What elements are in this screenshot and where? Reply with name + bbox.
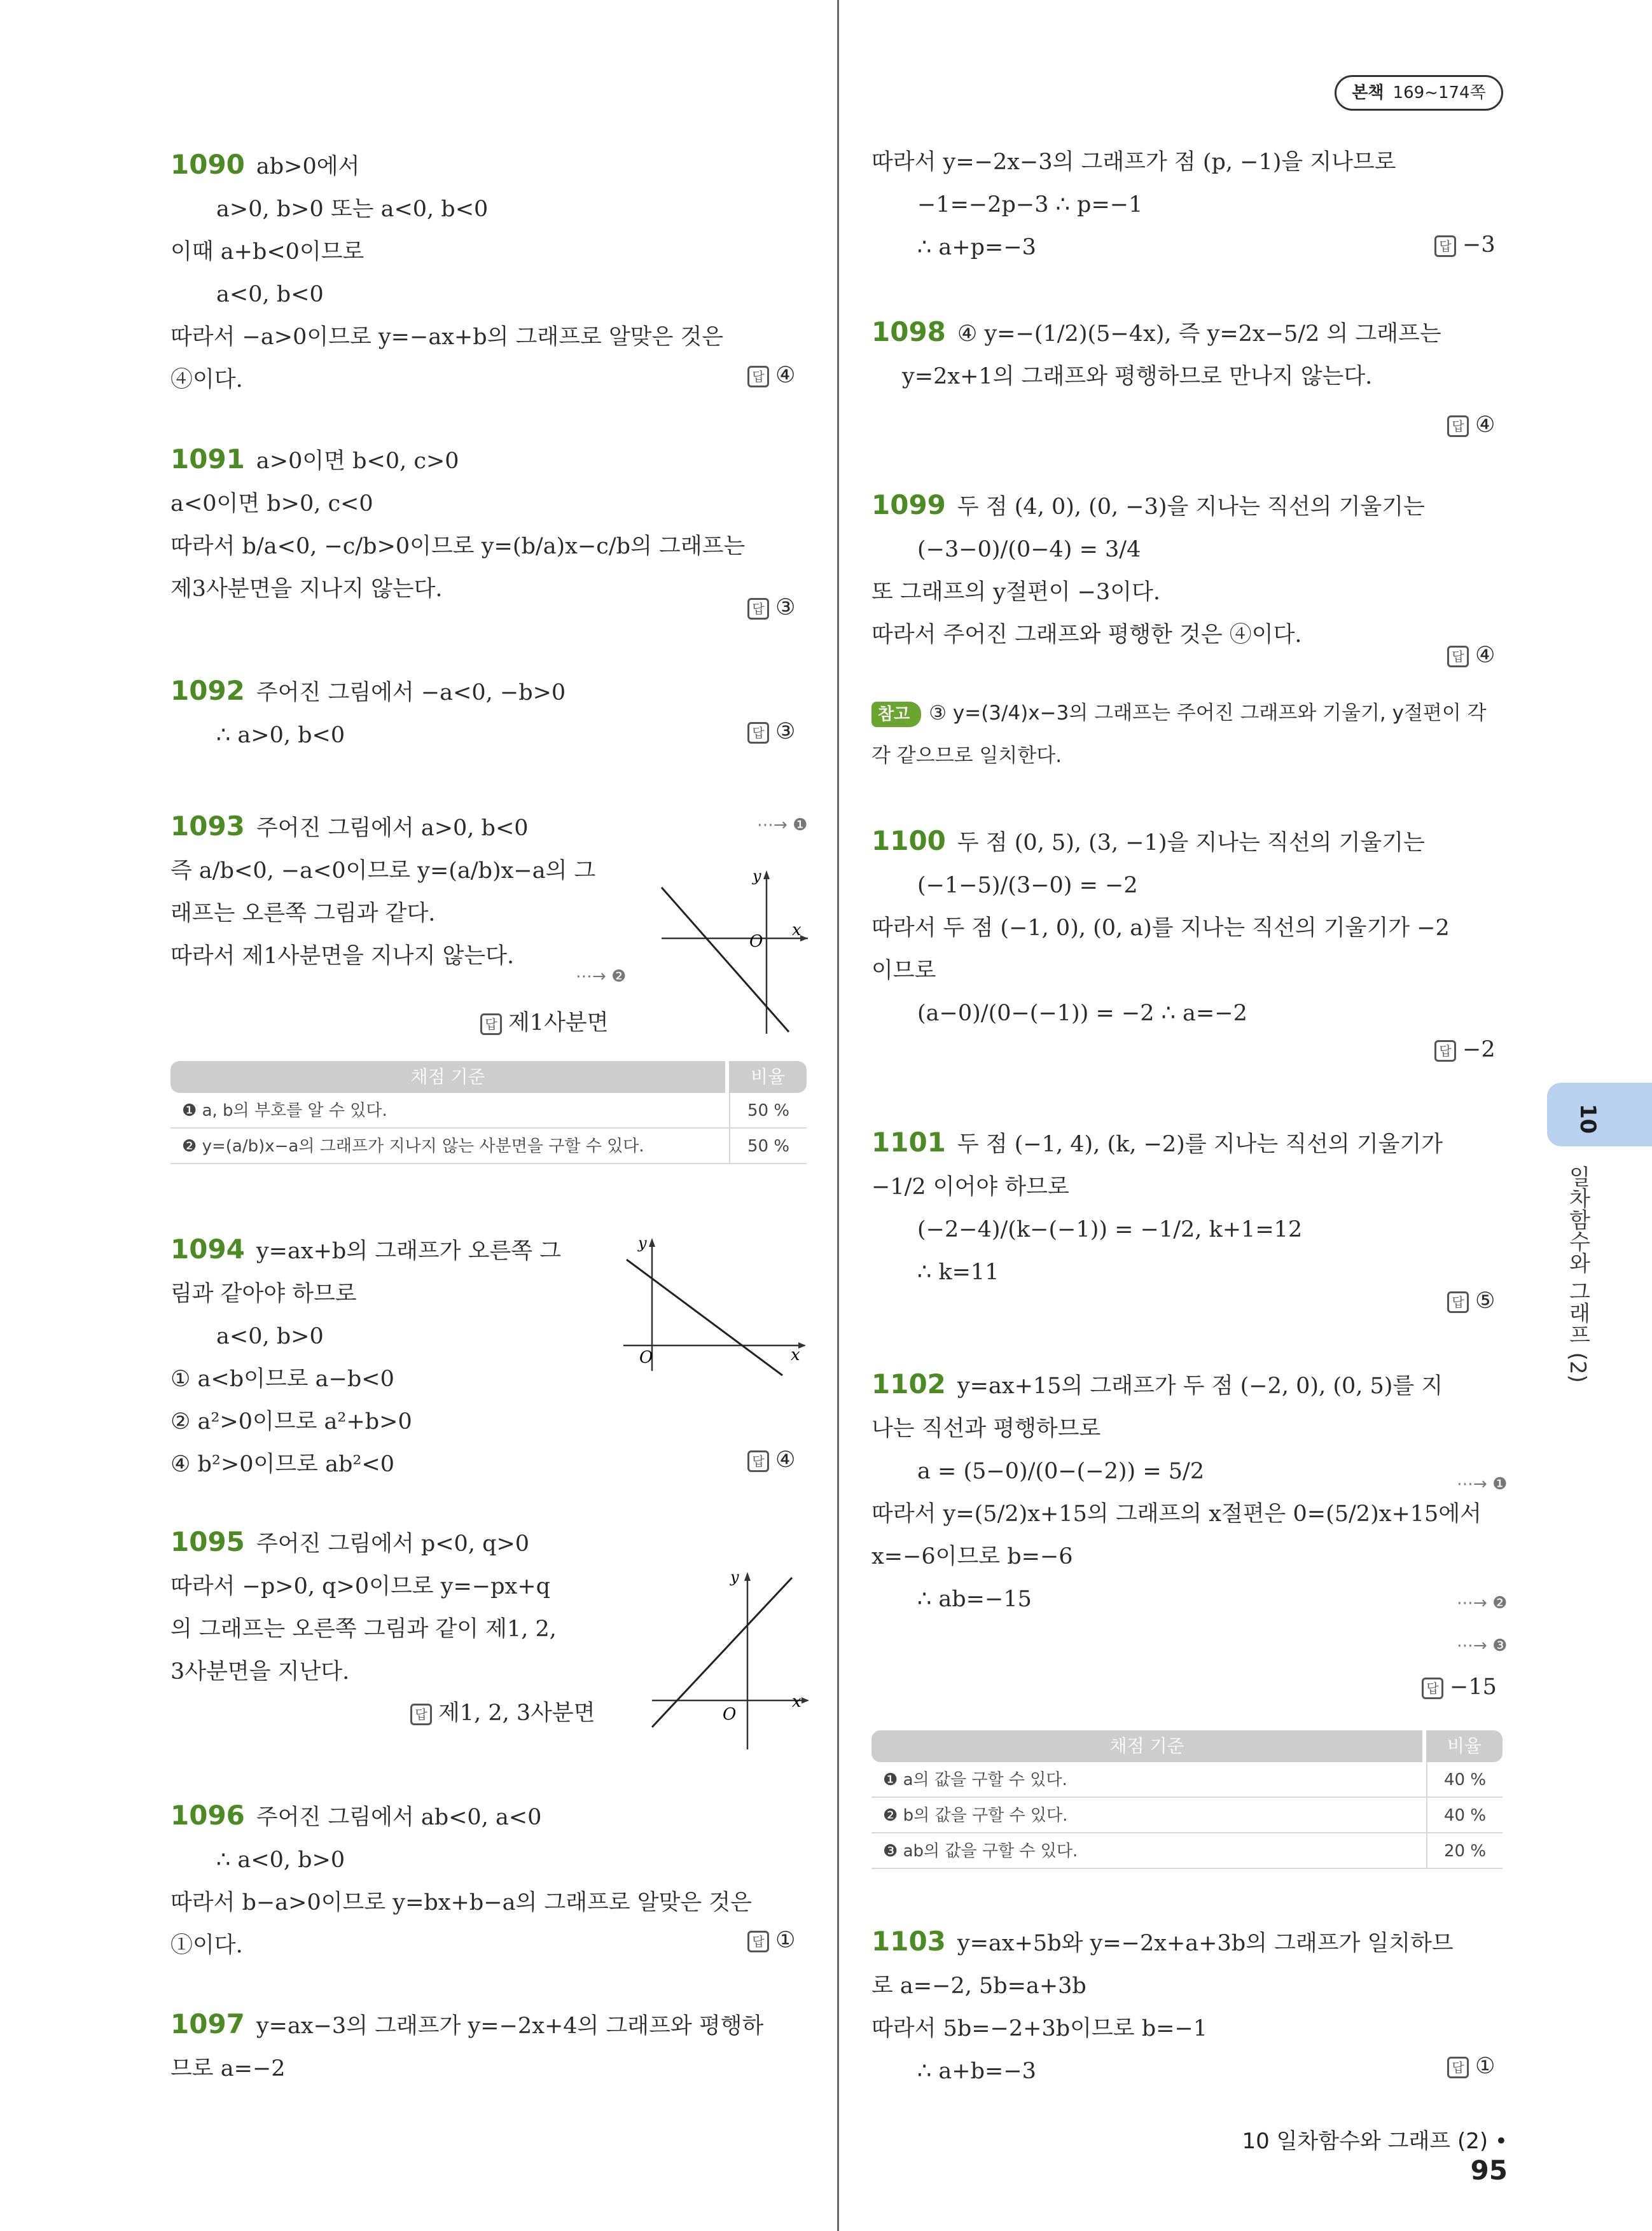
- column-divider: [837, 0, 839, 2231]
- answer-1095: 답 제1, 2, 3사분면: [410, 1695, 595, 1727]
- problem-1094: 1094 y=ax+b의 그래프가 오른쪽 그 림과 같아야 하므로 a<0, b>0 ① a<b이므로 a−b<0 ② a²>0이므로 a²+b>0 ④ b²>0이므로 ab²<0: [170, 1234, 562, 1477]
- x-label: x: [791, 1345, 800, 1365]
- answer-1096: 답 ①: [747, 1928, 795, 1953]
- answer-1093: 답 제1사분면: [480, 1005, 609, 1037]
- graph-line: [652, 1578, 792, 1727]
- problem-1102: 1102 y=ax+15의 그래프가 두 점 (−2, 0), (0, 5)를 지 나는 직선과 평행하므로 a = (5−0)/(0−(−2)) = 5/2 따라서 y=(5/2)x+15의 그래프의 x절편은 0=(5/2)x+15에서 x=−6이므로 b=−6 ∴ ab=−15: [871, 1368, 1482, 1612]
- problem-1090: 1090 ab>0에서 a>0, b>0 또는 a<0, b<0 이때 a+b<0이므로 a<0, b<0 따라서 −a>0이므로 y=−ax+b의 그래프로 알맞은 것은 ④이다.: [170, 149, 724, 393]
- origin-label: O: [639, 1348, 653, 1367]
- graph-1095: [649, 1568, 811, 1753]
- answer-1098: 답 ④: [1447, 412, 1495, 438]
- score-mark-3: ⋯→ ❸: [1457, 1636, 1508, 1655]
- problem-1098: 1098 ④ y=−(1/2)(5−4x), 즉 y=2x−5/2 의 그래프는 y=2x+1의 그래프와 평행하므로 만나지 않는다.: [871, 316, 1441, 389]
- graph-1093: [655, 865, 811, 1037]
- answer-1100: 답 −2: [1434, 1037, 1496, 1062]
- answer-1097: 답 −3: [1434, 232, 1496, 258]
- problem-1100: 1100 두 점 (0, 5), (3, −1)을 지나는 직선의 기울기는 (−1−5)/(3−0) = −2 따라서 두 점 (−1, 0), (0, a)를 지나는 직선의 기울기가 −2 이므로 (a−0)/(0−(−1)) = −2 ∴ a=−2: [871, 825, 1450, 1026]
- x-label: x: [792, 921, 802, 940]
- y-label: y: [638, 1234, 647, 1252]
- answer-1090: 답 ④: [747, 363, 795, 388]
- problem-1097: 1097 y=ax−3의 그래프가 y=−2x+4의 그래프와 평행하 므로 a=−2: [170, 2008, 764, 2082]
- y-label: y: [753, 867, 761, 885]
- problem-1101: 1101 두 점 (−1, 4), (k, −2)를 지나는 직선의 기울기가 −1/2 이어야 하므로 (−2−4)/(k−(−1)) = −1/2, k+1=12 ∴ k=11: [871, 1127, 1443, 1285]
- problem-1093: 1093 주어진 그림에서 a>0, b<0 즉 a/b<0, −a<0이므로 y=(a/b)x−a의 그 래프는 오른쪽 그림과 같다. 따라서 제1사분면을 지나지 않는다.: [170, 810, 596, 969]
- page-footer: 10 일차함수와 그래프 (2) • 95: [1242, 2129, 1508, 2186]
- scoring-table-1093: 채점 기준 비율 ❶ a, b의 부호를 알 수 있다. 50 % ❷ y=(a/b)x−a의 그래프가 지나지 않는 사분면을 구할 수 있다. 50 %: [170, 1061, 807, 1164]
- score-mark-2: ⋯→ ❷: [576, 967, 627, 986]
- page-reference-badge: 본책 169~174쪽: [1335, 75, 1503, 111]
- problem-1097-continued: 따라서 y=−2x−3의 그래프가 점 (p, −1)을 지나므로 −1=−2p−3 ∴ p=−1 ∴ a+p=−3: [871, 149, 1396, 260]
- score-mark-2: ⋯→ ❷: [1457, 1594, 1508, 1613]
- answer-1099: 답 ④: [1447, 643, 1495, 668]
- note-1099: 참고 ③ y=(3/4)x−3의 그래프는 주어진 그래프와 기울기, y절편이 각 각 같으므로 일치한다.: [871, 702, 1487, 767]
- problem-1091: 1091 a>0이면 b<0, c>0 a<0이면 b>0, c<0 따라서 b/a<0, −c/b>0이므로 y=(b/a)x−c/b의 그래프는 제3사분면을 지나지 않는다.: [170, 443, 746, 602]
- problem-1099: 1099 두 점 (4, 0), (0, −3)을 지나는 직선의 기울기는 (−3−0)/(0−4) = 3/4 또 그래프의 y절편이 −3이다. 따라서 주어진 그래프와 평행한 것은 ④이다.: [871, 489, 1425, 648]
- answer-1094: 답 ④: [747, 1447, 795, 1473]
- page-number: 95: [1470, 2155, 1508, 2186]
- scoring-table-1102: 채점 기준 비율 ❶ a의 값을 구할 수 있다. 40 % ❷ b의 값을 구할 수 있다. 40 % ❸ ab의 값을 구할 수 있다. 20 %: [871, 1730, 1503, 1869]
- origin-label: O: [749, 932, 763, 951]
- x-label: x: [792, 1692, 802, 1711]
- answer-1091: 답 ③: [747, 595, 795, 620]
- problem-1095: 1095 주어진 그림에서 p<0, q>0 따라서 −p>0, q>0이므로 y=−px+q 의 그래프는 오른쪽 그림과 같이 제1, 2, 3사분면을 지난다.: [170, 1526, 557, 1685]
- problem-1103: 1103 y=ax+5b와 y=−2x+a+3b의 그래프가 일치하므 로 a=−2, 5b=a+3b 따라서 5b=−2+3b이므로 b=−1 ∴ a+b=−3: [871, 1926, 1454, 2084]
- chapter-tab-number: 10: [1575, 1104, 1600, 1134]
- note-tag: 참고: [871, 702, 921, 727]
- answer-1092: 답 ③: [747, 719, 795, 744]
- origin-label: O: [723, 1705, 737, 1724]
- answer-1102: 답 −15: [1422, 1674, 1497, 1700]
- chapter-tab-title: 일차함수와 그래프 (2): [1565, 1165, 1590, 1383]
- answer-1101: 답 ⑤: [1447, 1288, 1495, 1314]
- y-label: y: [730, 1568, 739, 1586]
- graph-line: [662, 887, 789, 1032]
- problem-1092: 1092 주어진 그림에서 −a<0, −b>0 ∴ a>0, b<0: [170, 675, 566, 748]
- score-mark-1: ⋯→ ❶: [1457, 1475, 1508, 1494]
- score-mark-1: ⋯→ ❶: [757, 816, 808, 835]
- graph-1094: [620, 1234, 811, 1377]
- problem-1096: 1096 주어진 그림에서 ab<0, a<0 ∴ a<0, b>0 따라서 b−a>0이므로 y=bx+b−a의 그래프로 알맞은 것은 ①이다.: [170, 1800, 752, 1958]
- answer-1103: 답 ①: [1447, 2054, 1495, 2079]
